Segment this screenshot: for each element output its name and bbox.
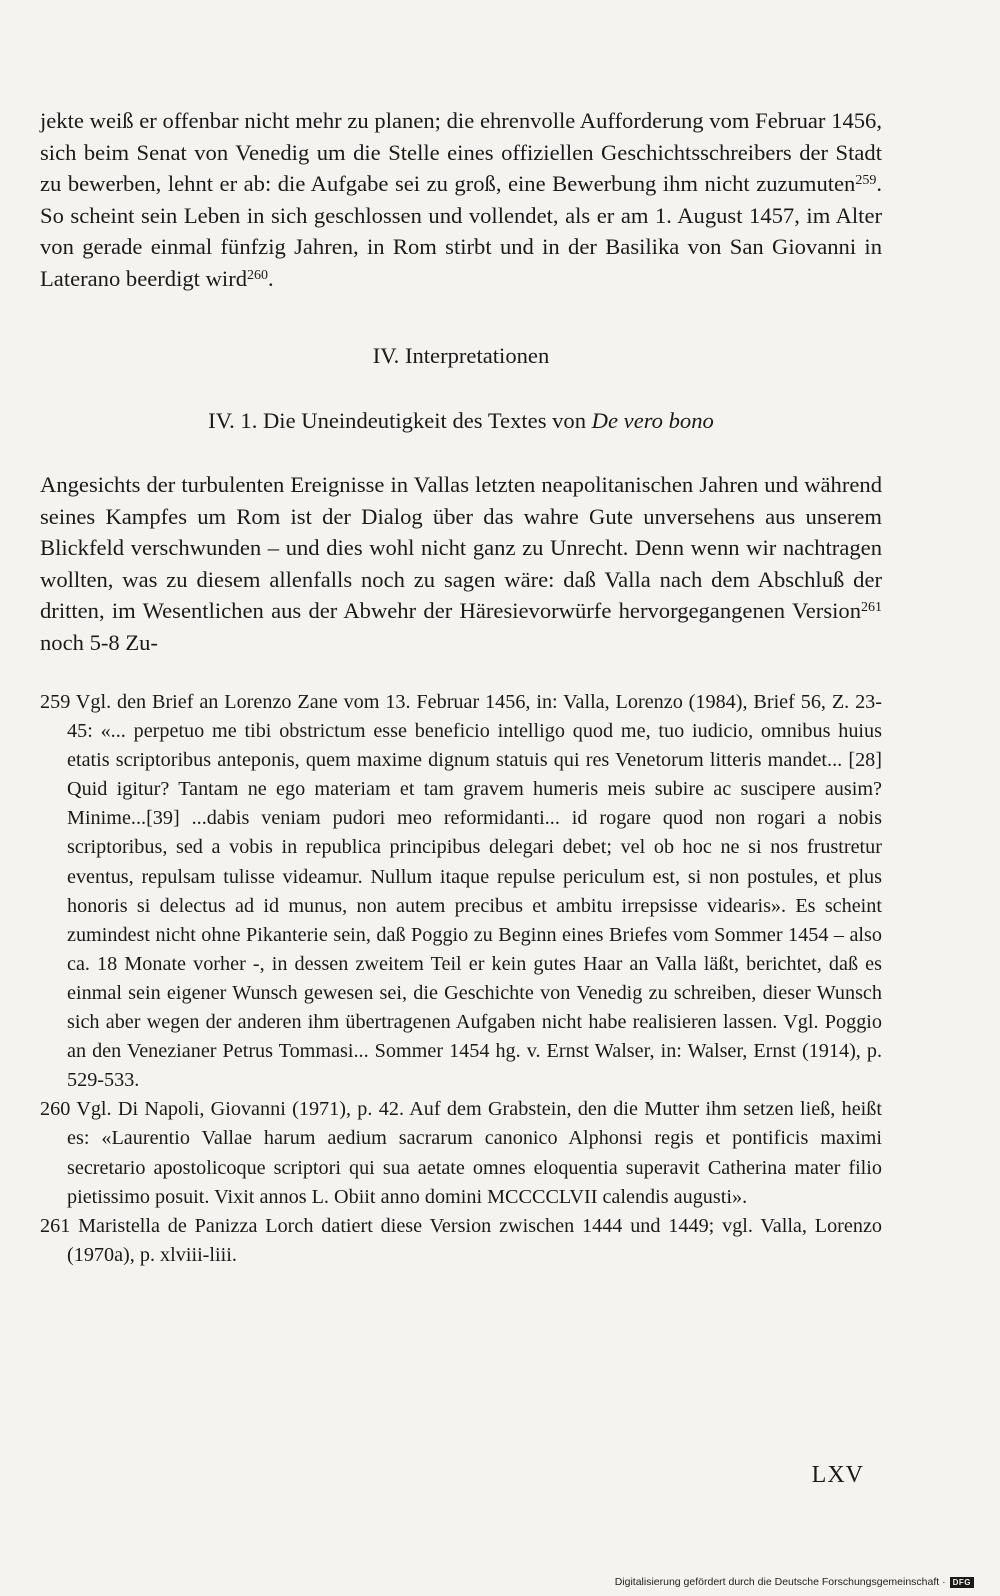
credit-text: Digitalisierung gefördert durch die Deutsche Forschungsgemeinschaft · — [614, 1576, 946, 1588]
paragraph-text: Angesichts der turbulenten Ereignisse in Vallas letzten neapolitanischen Jahren und während seines Kampfes um Rom ist der Dialog über das wahre Gute unversehens aus unserem Blickfeld verschwunden – und dies wohl nicht ganz zu Unrecht. Denn wenn wir nachtragen wollten, was zu diesem allenfalls noch zu sagen wäre: daß Valla nach dem Abschluß der dritten, im Wesentlichen aus der Abwehr der Häresievorwürfe hervorgegangenen Version — [40, 472, 882, 623]
section-heading: IV. Interpretationen — [372, 343, 550, 368]
dfg-logo: DFG — [950, 1577, 974, 1588]
body-paragraph — [40, 105, 882, 294]
page-body — [40, 105, 882, 1270]
footnote-ref[interactable]: 259 — [855, 173, 877, 188]
footnote-ref[interactable]: 261 — [861, 600, 882, 615]
footnote-number: 260 — [40, 1098, 71, 1121]
footnote — [40, 688, 882, 1095]
paragraph-text: jekte weiß er offenbar nicht mehr zu planen; die ehrenvolle Aufforderung vom Februar 1456, sich beim Senat von Venedig um die Stelle eines offiziellen Geschichtsschreibers der Stadt zu bewerben, lehnt er ab: die Aufgabe sei zu groß, eine Bewerbung ihm nicht zuzumuten — [40, 108, 882, 196]
heading-title-italic: De vero bono — [591, 407, 714, 433]
heading-text: IV. 1. Die Uneindeutigkeit des Textes von — [208, 407, 592, 433]
digitization-credit — [615, 1576, 974, 1588]
footnote-text: Vgl. Di Napoli, Giovanni (1971), p. 42. Auf dem Grabstein, den die Mutter ihm setzen ließ, heißt es: «Laurentio Vallae harum aedium sacrarum canonico Alphonsi regis et pontificis maximi secretario apostolicoque scriptori qui sua aetate omnes eloquentia superavit Catherina mater filio pietissimo posuit. Vixit annos L. Obiit anno domini MCCCCLVII calendis augusti». — [67, 1098, 882, 1208]
page-number: LXV — [811, 1462, 864, 1488]
footnote-text: Maristella de Panizza Lorch datiert diese Version zwischen 1444 und 1449; vgl. Valla, Lorenzo (1970a), p. xlviii-liii. — [67, 1214, 883, 1266]
body-paragraph — [40, 469, 882, 658]
footnote — [40, 1095, 882, 1211]
footnotes — [40, 688, 882, 1270]
subsection-heading — [40, 405, 882, 437]
footnote-number: 259 — [40, 691, 71, 713]
footnote-text: Vgl. den Brief an Lorenzo Zane vom 13. Februar 1456, in: Valla, Lorenzo (1984), Brief 56, Z. 23-45: «... perpetuo me tibi obstrictum esse beneficio intelligo quod me, tuo iudicio, omnibus huius etatis scriptoribus anteponis, quem maxime dignum statuis qui res Venetorum litteris mandet... [28] Quid igitur? Tantam ne ego materiam et tam gravem humeris meis subire ac suscipere ausim? Minime...[39] ...dabis veniam pudori meo reformidanti... id rogare quod non rogari a nobis scriptoribus, sed a vobis in republica principibus delegari debet; vel ob hoc ne si nos frustretur eventus, repulsam tulisse videamur. Nullum itaque repulse periculum est, si non postules, et plus honoris si delectus ad id munus, non autem precibus et ambitu irrepsisse videaris». Es scheint zumindest nicht ohne Pikanterie sein, daß Poggio zu Beginn eines Briefes vom Sommer 1454 – also ca. 18 Monate vorher -, in dessen zweitem Teil er kein gutes Haar an Valla läßt, berichtet, daß es einmal sein eigener Wunsch gewesen sei, die Geschichte von Venedig zu schreiben, dieser Wunsch sich aber wegen der anderen ihm übertragenen Aufgaben nicht habe realisieren lassen. Vgl. Poggio an den Venezianer Petrus Tommasi... Sommer 1454 hg. v. Ernst Walser, in: Walser, Ernst (1914), p. 529-533. — [67, 691, 882, 1092]
footnote-ref[interactable]: 260 — [247, 267, 269, 283]
paragraph-text: . — [268, 265, 274, 291]
footnote-number: 261 — [40, 1214, 71, 1237]
paragraph-text: . So scheint sein Leben in sich geschlossen und vollendet, als er am 1. August 1457, im Alter von gerade einmal fünfzig Jahren, in Rom stirbt und in der Basilika von San Giovanni in Laterano beerdigt wird — [40, 171, 882, 291]
paragraph-text: noch 5-8 Zu- — [40, 629, 158, 655]
footnote — [40, 1212, 882, 1270]
